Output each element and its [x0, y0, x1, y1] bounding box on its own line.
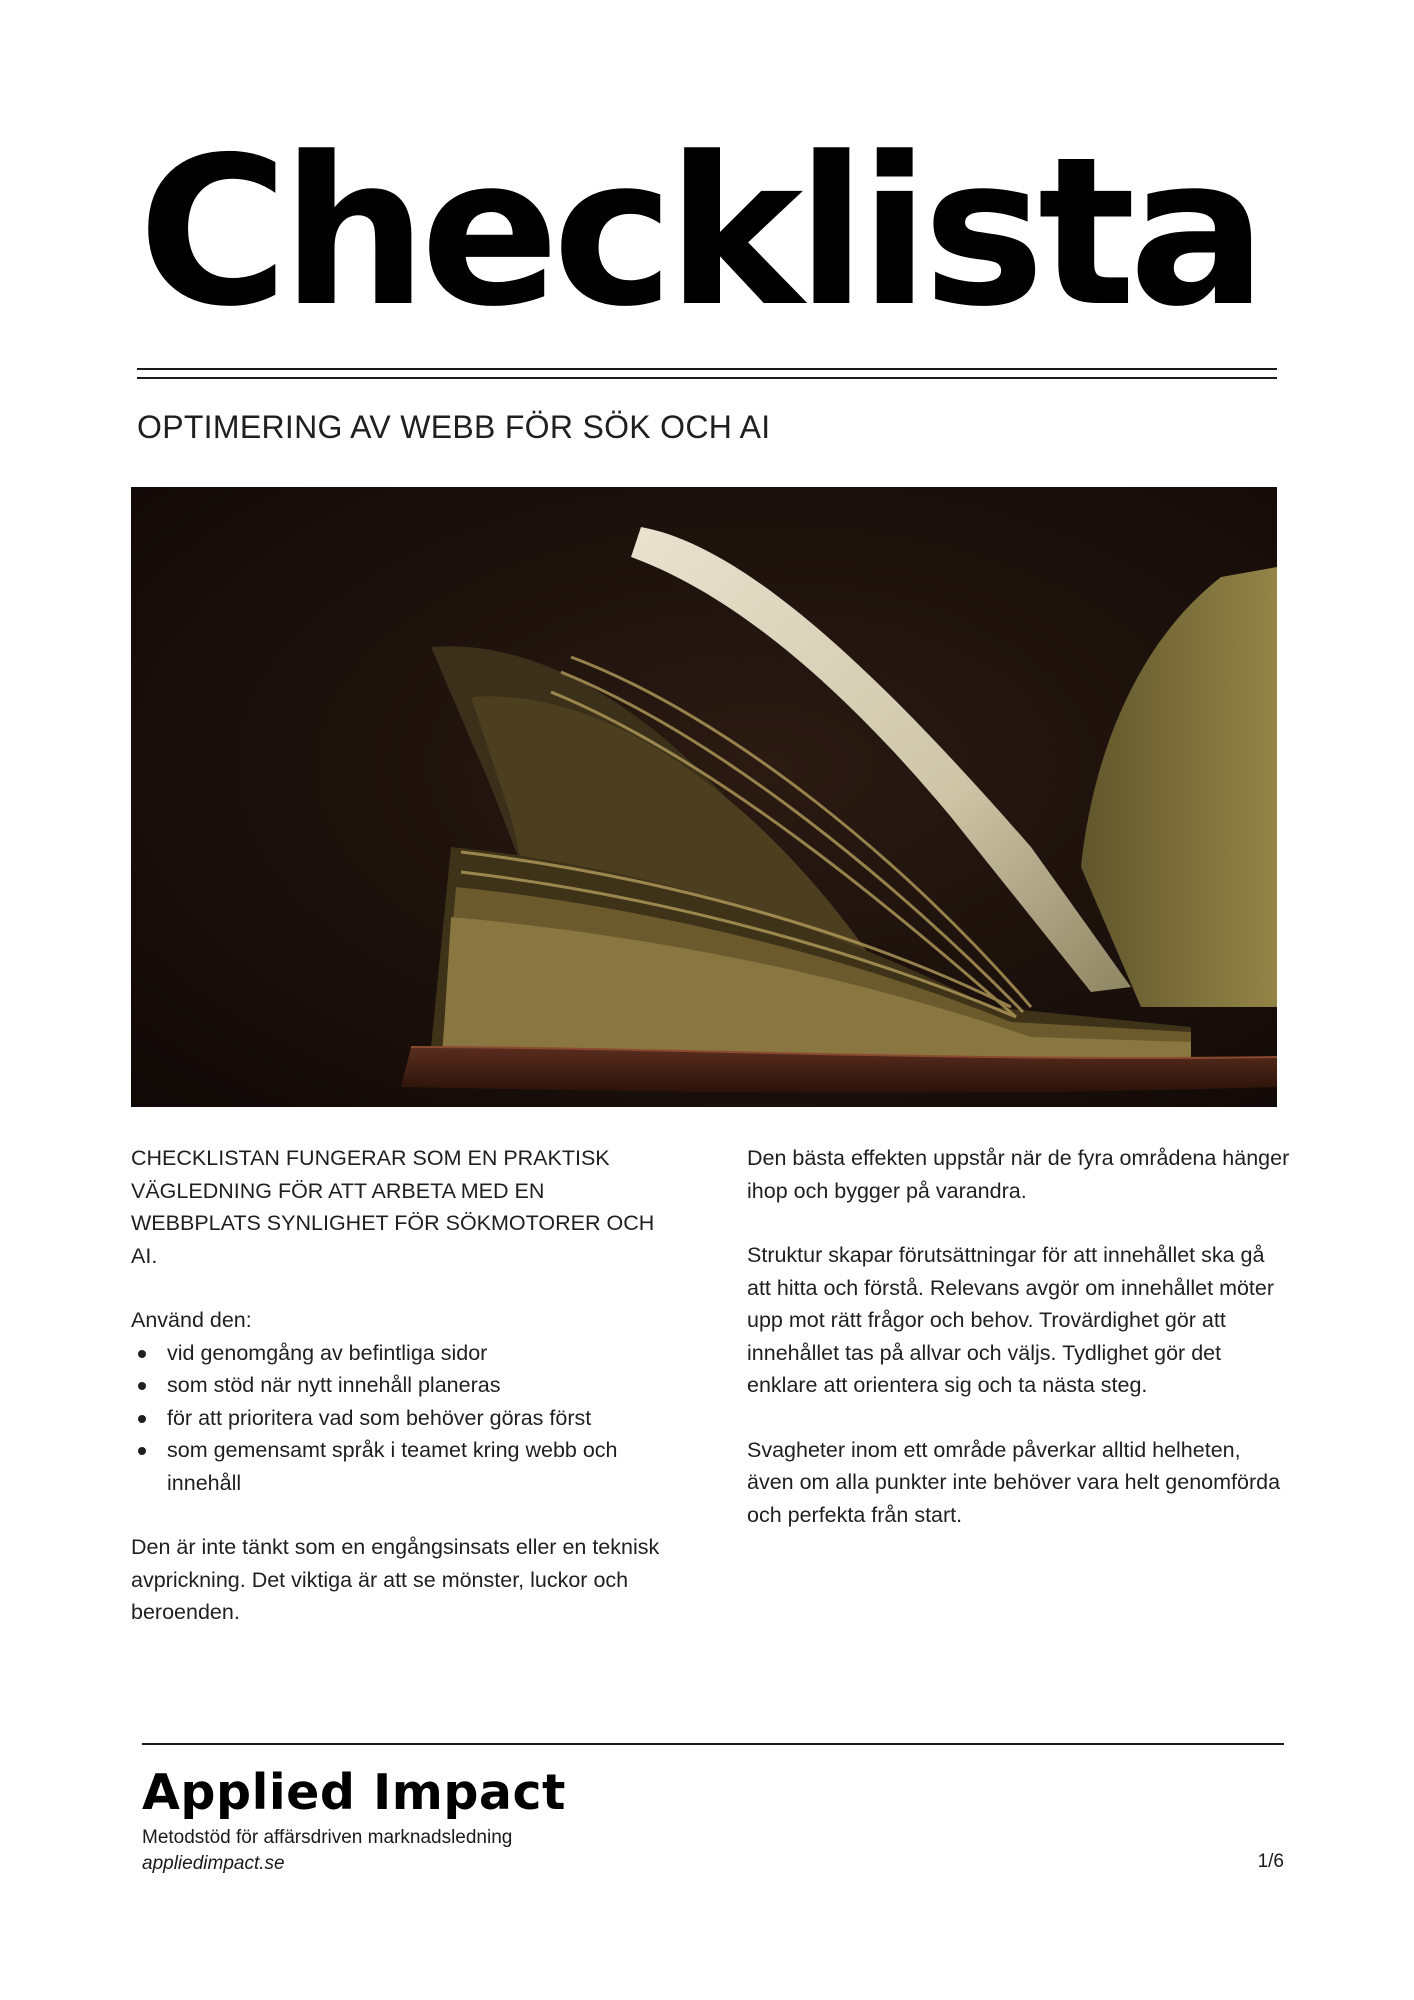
- usage-list: [131, 1337, 671, 1500]
- closing-text: Den är inte tänkt som en engångsinsats eller en teknisk avprickning. Det viktiga är att se mönster, luckor och beroenden.: [131, 1535, 660, 1624]
- bullet-icon: [138, 1447, 146, 1455]
- page-title: Checklista: [138, 114, 1261, 352]
- right-column: [747, 1142, 1292, 1531]
- left-column: [131, 1142, 671, 1629]
- intro-text: CHECKLISTAN FUNGERAR SOM EN PRAKTISK VÄGLEDNING FÖR ATT ARBETA MED EN WEBBPLATS SYNLIGHET FÖR SÖKMOTORER OCH AI.: [131, 1146, 655, 1268]
- list-item: för att prioritera vad som behöver göras först: [131, 1402, 671, 1435]
- bullet-icon: [138, 1350, 146, 1358]
- website-link[interactable]: appliedimpact.se: [142, 1853, 285, 1874]
- hero-image: [131, 487, 1277, 1107]
- paragraph: Struktur skapar förutsättningar för att innehållet ska gå att hitta och förstå. Relevans avgör om innehållet möter upp mot rätt frågor och behov. Trovärdighet gör att innehållet tas på allvar och väljs. Tydlighet gör det enklare att orientera sig och ta nästa steg.: [747, 1243, 1275, 1397]
- bullet-icon: [138, 1382, 146, 1390]
- paragraph: Svagheter inom ett område påverkar alltid helheten, även om alla punkter inte behöver vara helt genomförda och perfekta från start.: [747, 1437, 1281, 1527]
- footer-divider: [142, 1743, 1284, 1745]
- book-icon: [131, 487, 1277, 1107]
- divider-line-top: [137, 368, 1277, 370]
- list-item: som stöd när nytt innehåll planeras: [131, 1369, 671, 1402]
- paragraph: Den bästa effekten uppstår när de fyra områdena hänger ihop och bygger på varandra.: [747, 1146, 1290, 1203]
- bullet-icon: [138, 1415, 146, 1423]
- list-item: vid genomgång av befintliga sidor: [131, 1337, 671, 1370]
- list-item: som gemensamt språk i teamet kring webb och innehåll: [131, 1434, 671, 1499]
- brand-name: Applied Impact: [142, 1764, 566, 1821]
- page-subtitle: OPTIMERING AV WEBB FÖR SÖK OCH AI: [137, 409, 771, 445]
- use-heading: Använd den:: [131, 1308, 252, 1332]
- divider-line-bottom: [137, 377, 1277, 379]
- page-number: 1/6: [1257, 1851, 1284, 1872]
- brand-tagline: Metodstöd för affärsdriven marknadsledning: [142, 1827, 513, 1848]
